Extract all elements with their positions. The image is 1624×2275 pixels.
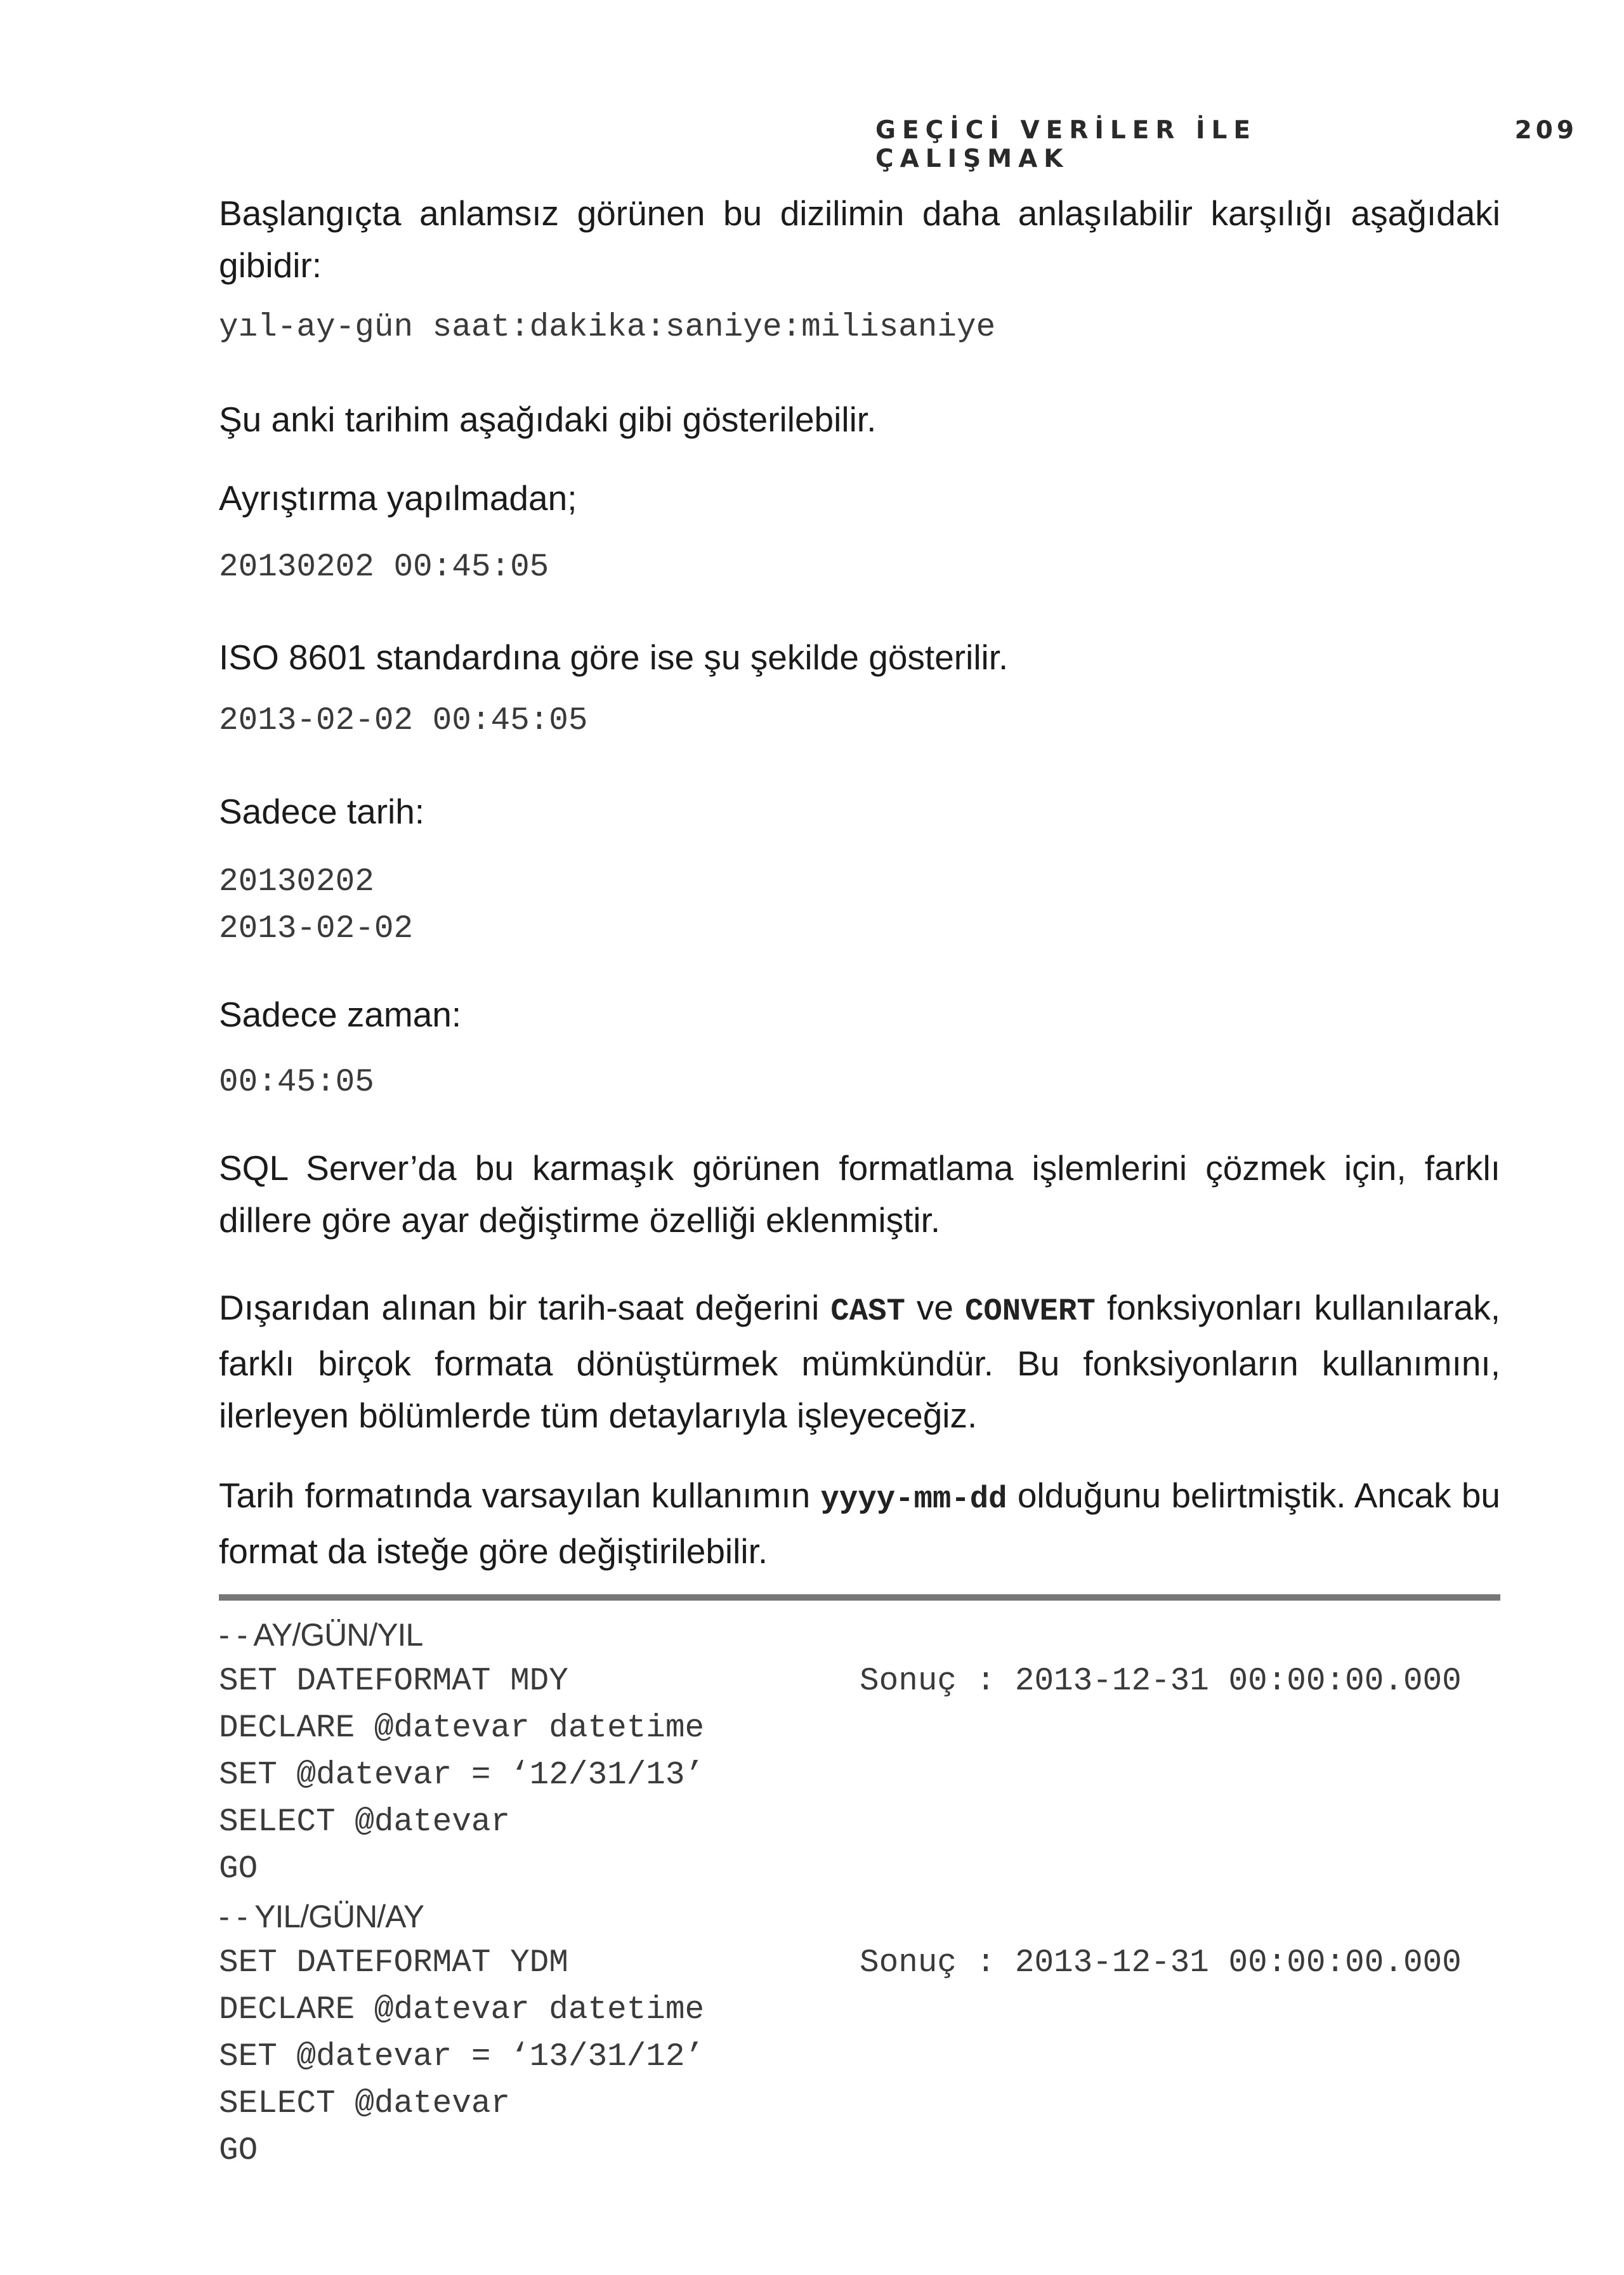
paragraph-8-text-c: fonksiyonları kullanılarak, farklı birçok formata dönüştürmek mümkündür. Bu fonksiyonların kullanımını, ilerleyen bölümlerde tüm detaylarıyla işleyeceğiz. [219, 1288, 1501, 1435]
code-comment-1: - - AY/GÜN/YIL [219, 1617, 423, 1653]
paragraph-5: Sadece tarih: [219, 792, 425, 831]
code-line-6: SET DATEFORMAT YDM [219, 1945, 568, 1981]
paragraph-1: Başlangıçta anlamsız görünen bu dizilimin daha anlaşılabilir karşılığı aşağıdaki gibidir: [219, 193, 1500, 285]
code-result-1: Sonuç : 2013-12-31 00:00:00.000 [860, 1663, 1462, 1700]
example-unparsed: 20130202 00:45:05 [219, 549, 549, 586]
paragraph-7: SQL Server’da bu karmaşık görünen formatlama işlemlerini çözmek için, farklı dillere göre ayar değiştirme özelliği eklenmiştir. [219, 1148, 1500, 1240]
paragraph-6: Sadece zaman: [219, 995, 462, 1034]
paragraph-9 [219, 1469, 1500, 1577]
example-time: 00:45:05 [219, 1065, 374, 1101]
code-line-9: SELECT @datevar [219, 2086, 511, 2122]
example-date-2: 2013-02-02 [219, 911, 414, 947]
code-line-2: DECLARE @datevar datetime [219, 1710, 705, 1747]
code-block-divider [219, 1594, 1500, 1601]
code-line-7: DECLARE @datevar datetime [219, 1992, 705, 2028]
paragraph-8-text-a: Dışarıdan alınan bir tarih-saat değerini [219, 1288, 820, 1327]
paragraph-8 [219, 1282, 1500, 1441]
code-line-10: GO [219, 2133, 258, 2169]
inline-code-cast: CAST [830, 1294, 905, 1329]
example-iso: 2013-02-02 00:45:05 [219, 703, 588, 739]
running-header [875, 116, 1578, 173]
paragraph-9-text-b: olduğunu belirtmiştik. Ancak bu format da isteğe göre değiştirilebilir. [219, 1476, 1500, 1571]
code-line-4: SELECT @datevar [219, 1804, 511, 1840]
code-line-5: GO [219, 1851, 258, 1887]
paragraph-3: Ayrıştırma yapılmadan; [219, 478, 577, 518]
example-date-1: 20130202 [219, 864, 374, 900]
paragraph-2: Şu anki tarihim aşağıdaki gibi gösterilebilir. [219, 400, 877, 439]
paragraph-8-text-b: ve [916, 1288, 953, 1327]
code-line-1: SET DATEFORMAT MDY [219, 1663, 568, 1700]
paragraph-4: ISO 8601 standardına göre ise şu şekilde gösterilir. [219, 638, 1009, 677]
paragraph-9-text-a: Tarih formatında varsayılan kullanımın [219, 1476, 811, 1515]
code-line-3: SET @datevar = ‘12/31/13’ [219, 1757, 705, 1793]
format-pattern: yıl-ay-gün saat:dakika:saniye:milisaniye [219, 310, 996, 346]
code-comment-2: - - YIL/GÜN/AY [219, 1899, 424, 1934]
page-number: 209 [1514, 116, 1578, 145]
inline-code-date-format: yyyy-mm-dd [820, 1481, 1007, 1517]
code-line-8: SET @datevar = ‘13/31/12’ [219, 2039, 705, 2075]
chapter-title: GEÇİCİ VERİLER İLE ÇALIŞMAK [875, 116, 1257, 173]
inline-code-convert: CONVERT [964, 1294, 1096, 1329]
code-result-2: Sonuç : 2013-12-31 00:00:00.000 [860, 1945, 1462, 1981]
